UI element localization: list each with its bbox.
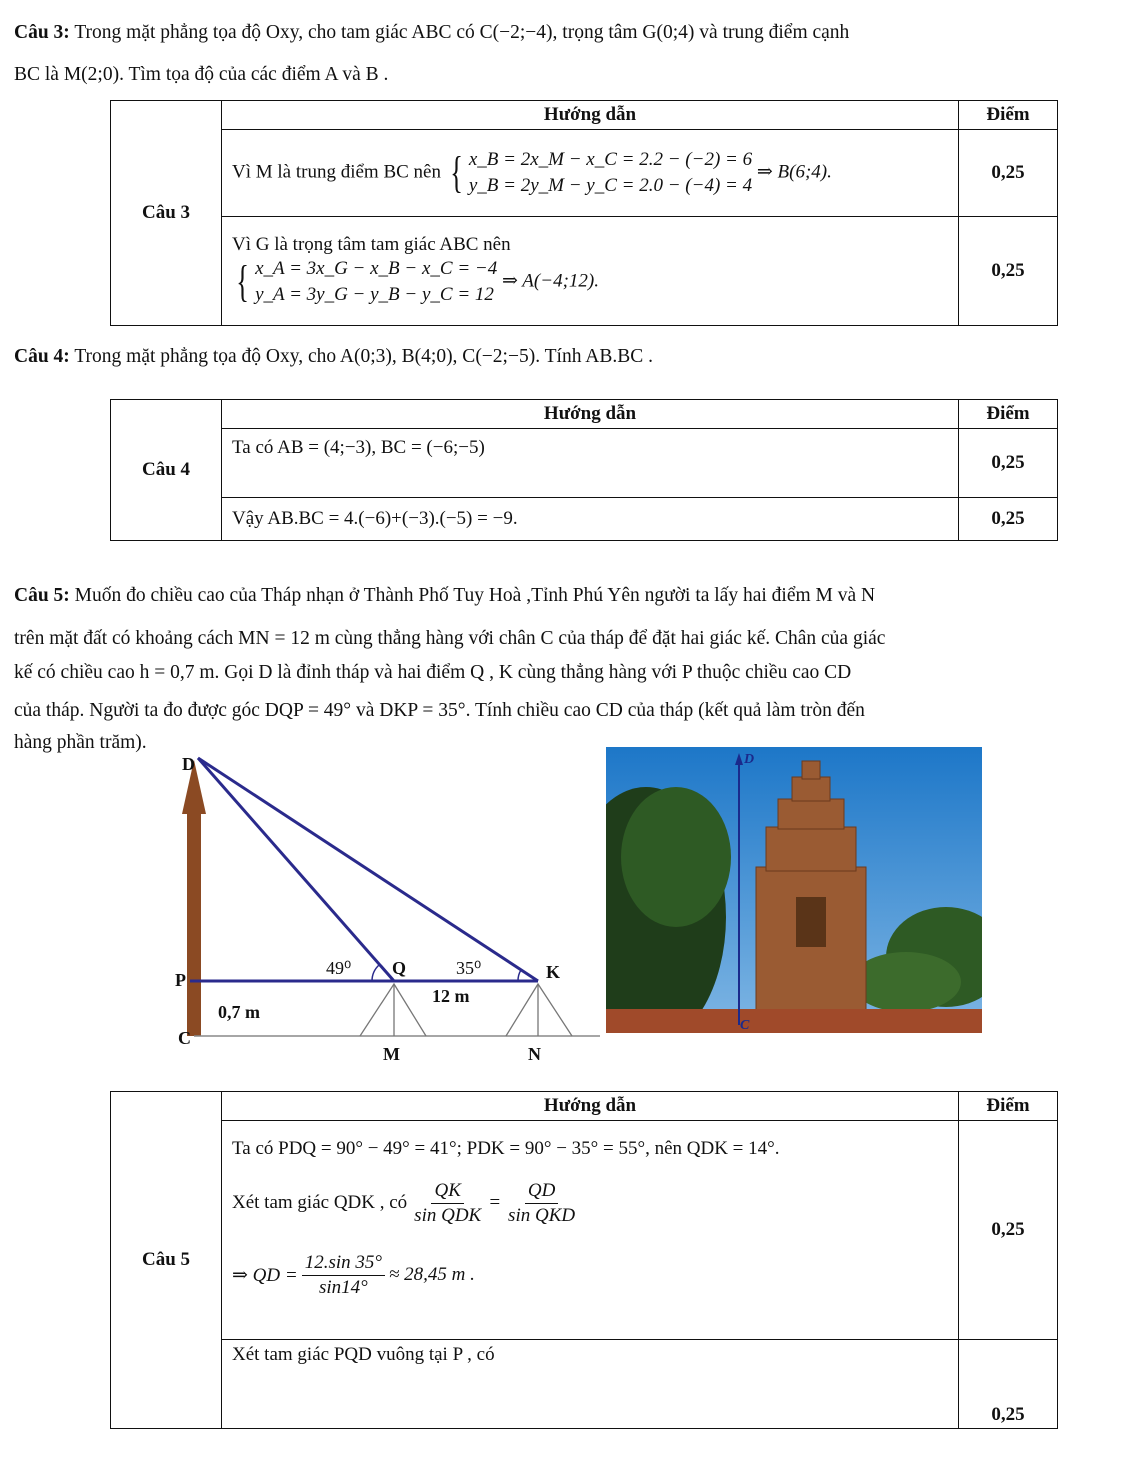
q3-row1-system: { x_B = 2x_M − x_C = 2.2 − (−2) = 6 y_B = 2y_M − y_C = 2.0 − (−4) = 4 bbox=[449, 148, 753, 197]
label-dist: 12 m bbox=[432, 986, 470, 1006]
q4-row1-points: 0,25 bbox=[959, 429, 1058, 498]
tripod-M bbox=[360, 984, 426, 1036]
q3-row1 bbox=[222, 130, 959, 217]
q5-row1 bbox=[222, 1121, 959, 1340]
q5-l2: Xét tam giác QDK , có $\frac{QK}{\text{sin QDK}}$ = $\frac{QD}{\text{sin QKD}}$ bbox=[232, 1169, 948, 1237]
q4-line1 bbox=[14, 346, 653, 368]
q3-row2 bbox=[222, 217, 959, 326]
q3-row2-line1: Vì G là trọng tâm tam giác ABC nên bbox=[232, 234, 511, 255]
label-D: D bbox=[182, 754, 195, 774]
label-K: K bbox=[546, 962, 561, 982]
q3-row2-system: { x_A = 3x_G − x_B − x_C = −4 y_A = 3y_G − y_B − y_C = 12 bbox=[236, 257, 498, 306]
ground bbox=[606, 1009, 982, 1033]
q4-text: Trong mặt phẳng tọa độ Oxy, cho A(0;3), B(4;0), C(−2;−5). Tính AB.BC . bbox=[74, 346, 653, 367]
q5-line4: của tháp. Người ta đo được góc DQP = 49° và DKP = 35°. Tính chiều cao CD của tháp (kết quả làm tròn đến bbox=[14, 700, 865, 721]
label-angle-35: 35⁰ bbox=[456, 958, 482, 978]
q5-l1: Ta có PDQ = 90° − 49° = 41°; PDK = 90° − 35° = 55°, nên QDK = 14°. bbox=[232, 1138, 780, 1159]
q3-points-header: Điểm bbox=[959, 101, 1058, 130]
q3-row2-points: 0,25 bbox=[959, 217, 1058, 326]
q5-l3 bbox=[232, 1237, 948, 1313]
tower-diagram bbox=[160, 748, 600, 1078]
q5-line5: hàng phần trăm). bbox=[14, 732, 147, 753]
q5-line2: trên mặt đất có khoảng cách MN = 12 m cùng thẳng hàng với chân C của tháp để đặt hai giác kế. Chân của giác bbox=[14, 628, 886, 649]
q5-table bbox=[110, 1091, 1058, 1429]
label-P: P bbox=[175, 970, 186, 990]
q4-row-label: Câu 4 bbox=[111, 400, 222, 541]
label-Q: Q bbox=[392, 958, 407, 978]
q5-points-header: Điểm bbox=[959, 1092, 1058, 1121]
q5-text-1: Muốn đo chiều cao của Tháp nhạn ở Thành Phố Tuy Hoà ,Tỉnh Phú Yên người ta lấy hai điểm M và N bbox=[74, 585, 876, 606]
q5-header: Hướng dẫn bbox=[222, 1092, 959, 1121]
tower-bar bbox=[187, 810, 201, 1036]
angle-arc-q bbox=[372, 965, 379, 981]
q3-line1 bbox=[14, 22, 849, 44]
q4-points-header: Điểm bbox=[959, 400, 1058, 429]
tower-photo bbox=[606, 747, 982, 1033]
q5-l3-prefix: ⇒ QD = bbox=[232, 1264, 298, 1286]
q5-l3-frac: $\frac{12.\sin 35^\circ}{\sin 14^\circ}$ bbox=[302, 1251, 385, 1300]
label-height: 0,7 m bbox=[218, 1002, 260, 1022]
q4-row2-points: 0,25 bbox=[959, 498, 1058, 541]
q5-line1 bbox=[14, 585, 875, 607]
q3-row1-eq2: y_B = 2y_M − y_C = 2.0 − (−4) = 4 bbox=[468, 175, 753, 196]
q4-table bbox=[110, 399, 1058, 541]
q3-row1-result: ⇒ B(6;4). bbox=[756, 161, 832, 183]
q5-row-label: Câu 5 bbox=[111, 1092, 222, 1429]
line-DQ bbox=[198, 758, 394, 981]
q3-row2-result: ⇒ A(−4;12). bbox=[501, 270, 599, 292]
q3-row-label: Câu 3 bbox=[111, 101, 222, 326]
q3-text-1: Trong mặt phẳng tọa độ Oxy, cho tam giác ABC có C(−2;−4), trọng tâm G(0;4) và trung điểm cạnh bbox=[74, 22, 850, 43]
tripod-N bbox=[506, 984, 572, 1036]
angle-arc-k bbox=[518, 970, 521, 981]
label-angle-49: 49⁰ bbox=[326, 958, 352, 978]
q5-l2-frac2: $\frac{QD}{\text{sin QKD}}$ bbox=[508, 1179, 576, 1226]
q3-row1-points: 0,25 bbox=[959, 130, 1058, 217]
q5-line3: kế có chiều cao h = 0,7 m. Gọi D là đỉnh tháp và hai điểm Q , K cùng thẳng hàng với P thuộc chiều cao CD bbox=[14, 662, 852, 683]
q3-row1-eq1: x_B = 2x_M − x_C = 2.2 − (−2) = 6 bbox=[468, 149, 753, 170]
q4-row2: Vậy AB.BC = 4.(−6)+(−3).(−5) = −9. bbox=[222, 498, 959, 541]
q5-label: Câu 5: bbox=[14, 585, 70, 606]
q3-line2: BC là M(2;0). Tìm tọa độ của các điểm A và B . bbox=[14, 64, 389, 85]
q4-header: Hướng dẫn bbox=[222, 400, 959, 429]
q3-label: Câu 3: bbox=[14, 22, 70, 43]
line-DK bbox=[198, 758, 538, 981]
label-C: C bbox=[178, 1028, 191, 1048]
q5-row2-points: 0,25 bbox=[959, 1340, 1058, 1429]
q5-row1-points: 0,25 bbox=[959, 1121, 1058, 1340]
q3-table bbox=[110, 100, 1058, 326]
q3-row1-prefix: Vì M là trung điểm BC nên bbox=[232, 161, 441, 183]
q5-l4: Xét tam giác PQD vuông tại P , có bbox=[222, 1340, 959, 1429]
q3-row2-eq1: x_A = 3x_G − x_B − x_C = −4 bbox=[255, 258, 498, 279]
q5-l2-frac1: $\frac{QK}{\text{sin QDK}}$ bbox=[414, 1179, 482, 1226]
label-M: M bbox=[383, 1044, 400, 1064]
q5-l3-result: ≈ 28,45 m . bbox=[388, 1264, 475, 1285]
q5-l2-prefix: Xét tam giác QDK , có bbox=[232, 1192, 408, 1213]
q3-row2-eq2: y_A = 3y_G − y_B − y_C = 12 bbox=[255, 284, 494, 305]
q4-label: Câu 4: bbox=[14, 346, 70, 367]
q3-header: Hướng dẫn bbox=[222, 101, 959, 130]
q4-row1: Ta có AB = (4;−3), BC = (−6;−5) bbox=[222, 429, 959, 498]
label-N: N bbox=[528, 1044, 541, 1064]
photo-label-C: C bbox=[740, 1018, 750, 1033]
photo-label-D: D bbox=[744, 752, 755, 767]
